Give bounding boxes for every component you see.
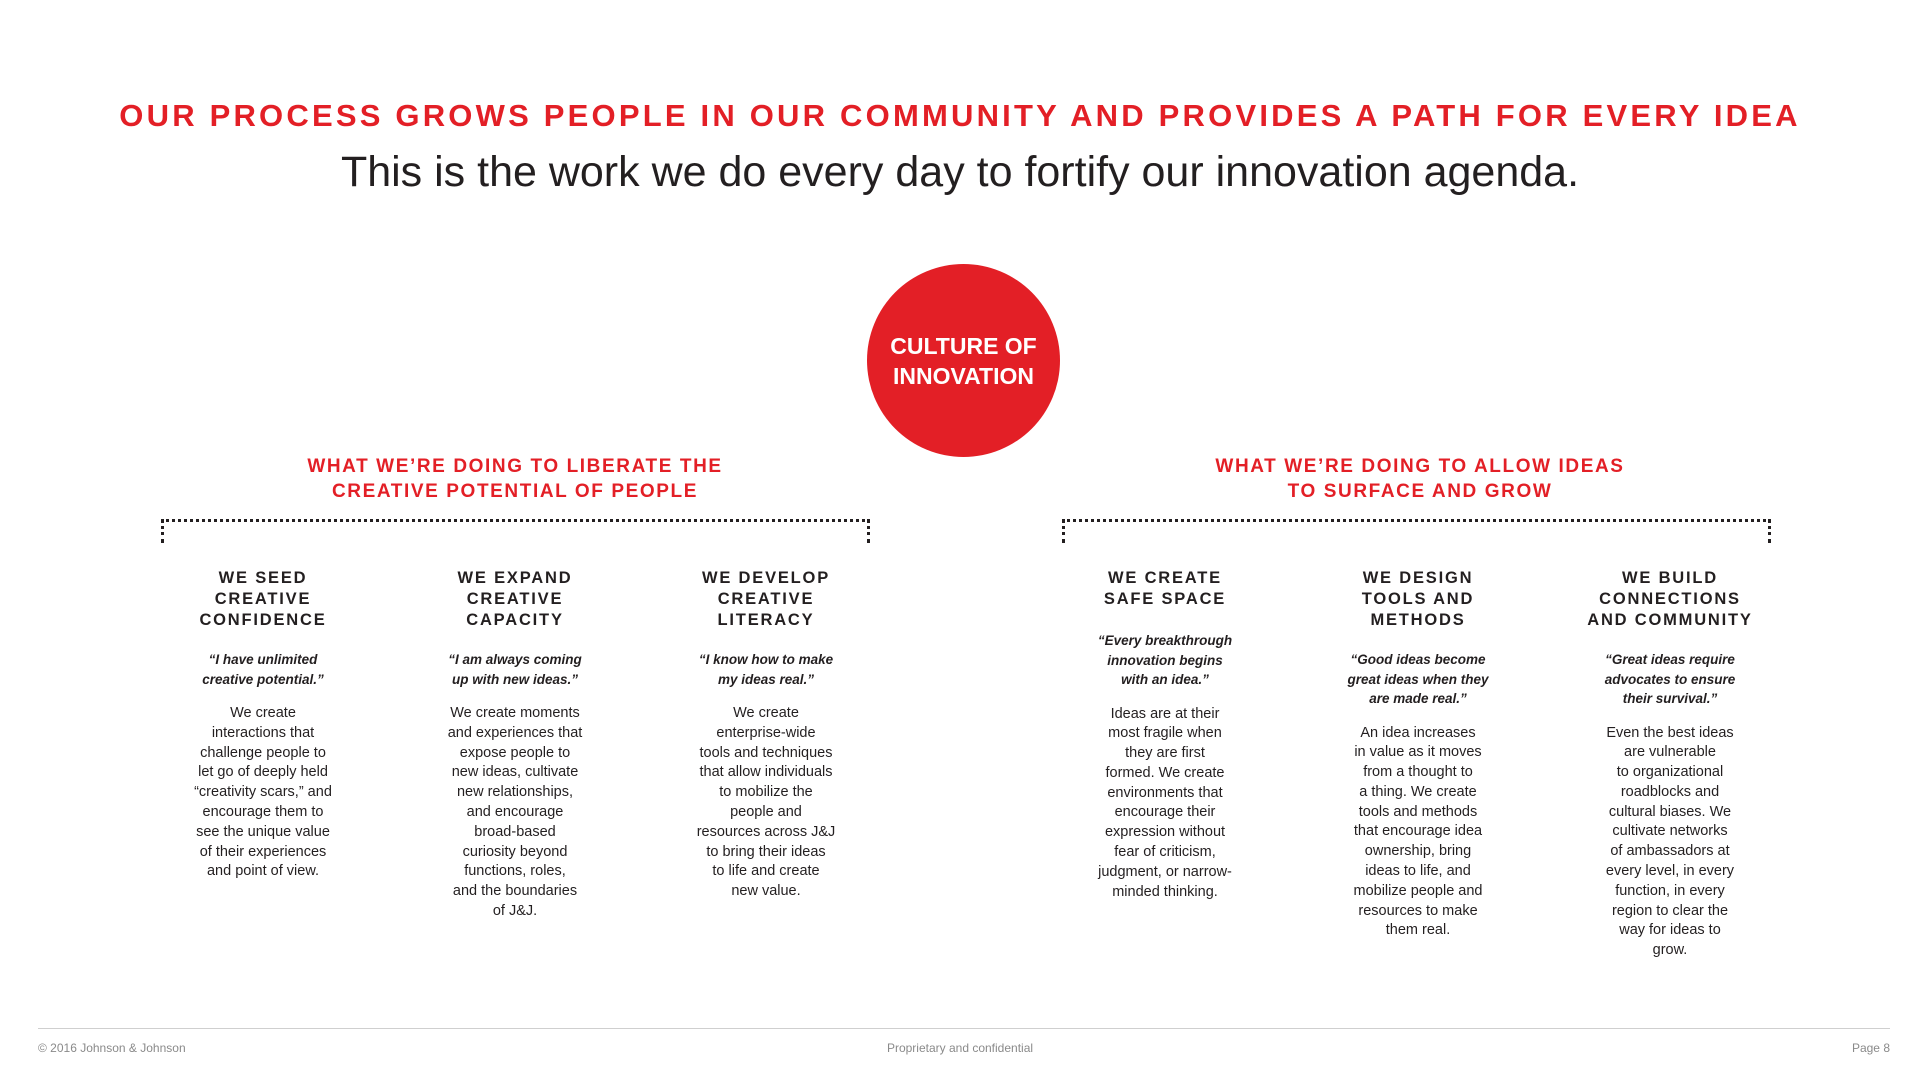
page-subheadline: This is the work we do every day to fortify our innovation agenda.: [340, 148, 1580, 196]
column-title: [425, 568, 605, 631]
group-title-line: TO SURFACE AND GROW: [1287, 481, 1553, 502]
column-title-line: WE EXPAND: [457, 569, 573, 587]
column-body-line: encourage them to: [202, 803, 324, 820]
column-body-line: a thing. We create: [1359, 783, 1477, 800]
column-quote-line: with an idea.”: [1121, 672, 1209, 687]
column-quote-line: “I have unlimited: [208, 652, 318, 667]
footer-confidential: Proprietary and confidential: [886, 1041, 1034, 1055]
footer-page-number: Page 8: [1851, 1041, 1890, 1055]
column-body-line: of J&J.: [492, 902, 538, 919]
column-title-line: LITERACY: [717, 611, 815, 629]
column-quote-line: up with new ideas.”: [451, 671, 578, 687]
column-title-line: CONFIDENCE: [199, 611, 327, 629]
column-body-line: interactions that: [211, 724, 315, 741]
column-body-line: An idea increases: [1360, 724, 1476, 741]
column-body-line: that encourage idea: [1353, 823, 1483, 840]
column-quote-line: innovation begins: [1107, 652, 1223, 668]
column-body-line: We create: [230, 705, 296, 721]
column-design-tools: [1328, 568, 1508, 941]
column-body-line: expose people to: [459, 744, 571, 761]
group-bracket-people: [161, 519, 870, 543]
column-body-line: resources across J&J: [696, 823, 836, 840]
culture-of-innovation-circle: [867, 264, 1060, 457]
column-body-line: ownership, bring: [1364, 843, 1472, 860]
column-build-connections: [1580, 568, 1760, 961]
column-body-line: roadblocks and: [1620, 783, 1720, 800]
column-title: [1328, 568, 1508, 631]
column-develop-literacy: [676, 568, 856, 902]
column-body-line: function, in every: [1615, 882, 1725, 899]
column-body-line: people and: [730, 803, 802, 820]
column-body-line: encourage their: [1114, 804, 1216, 821]
column-body-line: are vulnerable: [1624, 744, 1716, 761]
column-title-line: CREATIVE: [214, 590, 312, 608]
column-body-line: cultivate networks: [1612, 823, 1728, 840]
column-title-line: WE CREATE: [1108, 569, 1222, 587]
column-body-line: mobilize people and: [1353, 882, 1483, 899]
column-body-line: tools and methods: [1358, 803, 1478, 820]
column-body-line: tools and techniques: [699, 744, 833, 761]
circle-label-line: INNOVATION: [893, 362, 1034, 389]
column-body-line: “creativity scars,” and: [194, 784, 332, 801]
group-title-line: WHAT WE’RE DOING TO LIBERATE THE: [307, 456, 723, 477]
column-title-line: AND COMMUNITY: [1587, 611, 1753, 629]
column-body-line: and point of view.: [206, 863, 320, 880]
column-title-line: SAFE SPACE: [1103, 590, 1227, 608]
column-title-line: WE SEED: [218, 569, 308, 587]
column-body-line: to life and create: [712, 863, 820, 880]
column-quote: [425, 650, 605, 689]
column-body-line: new ideas, cultivate: [451, 764, 579, 781]
column-body-line: functions, roles,: [464, 863, 566, 880]
column-title: [1580, 568, 1760, 631]
column-title-line: CREATIVE: [466, 590, 564, 608]
column-quote-line: great ideas when they: [1347, 671, 1489, 687]
column-quote-line: “Good ideas become: [1350, 652, 1486, 667]
column-body-line: Even the best ideas: [1606, 724, 1734, 741]
column-body-line: broad-based: [474, 823, 556, 840]
column-quote-line: “I am always coming: [448, 652, 582, 667]
column-body-line: We create moments: [450, 705, 580, 721]
column-body-line: curiosity beyond: [462, 843, 568, 860]
column-body-line: fear of criticism,: [1114, 844, 1216, 861]
column-title-line: WE DESIGN: [1362, 569, 1474, 587]
column-body-line: to bring their ideas: [706, 843, 826, 860]
column-quote-line: are made real.”: [1369, 691, 1467, 706]
column-quote-line: “I know how to make: [698, 652, 834, 667]
column-create-safe-space: [1075, 568, 1255, 902]
column-quote: [173, 650, 353, 689]
footer-copyright: © 2016 Johnson & Johnson: [38, 1041, 186, 1055]
column-body-line: ideas to life, and: [1365, 863, 1471, 880]
group-title-ideas: [1160, 454, 1680, 504]
column-title: [676, 568, 856, 631]
group-bracket-ideas: [1062, 519, 1771, 543]
group-title-line: WHAT WE’RE DOING TO ALLOW IDEAS: [1215, 456, 1625, 477]
column-title-line: CREATIVE: [717, 590, 815, 608]
column-title: [173, 568, 353, 631]
column-quote-line: creative potential.”: [202, 671, 324, 687]
column-body-line: from a thought to: [1363, 764, 1473, 781]
column-quote-line: advocates to ensure: [1604, 671, 1736, 687]
column-quote-line: “Great ideas require: [1605, 652, 1735, 667]
column-body-line: and the boundaries: [452, 883, 578, 900]
column-body-line: and experiences that: [447, 724, 583, 741]
column-body: [1075, 705, 1255, 903]
column-title-line: CONNECTIONS: [1599, 590, 1741, 608]
column-expand-capacity: [425, 568, 605, 922]
column-body-line: formed. We create: [1105, 764, 1225, 781]
page-headline: OUR PROCESS GROWS PEOPLE IN OUR COMMUNITY AND PROVIDES A PATH FOR EVERY IDEA: [119, 98, 1801, 133]
column-body-line: grow.: [1652, 942, 1688, 959]
column-body-line: region to clear the: [1611, 902, 1729, 919]
column-body-line: let go of deeply held: [198, 764, 328, 781]
column-title-line: METHODS: [1370, 611, 1466, 629]
column-body: [173, 704, 353, 882]
column-body-line: cultural biases. We: [1608, 803, 1732, 820]
column-quote: [676, 650, 856, 689]
footer-divider: [38, 1028, 1890, 1029]
column-body-line: new value.: [731, 883, 801, 900]
column-body: [1328, 724, 1508, 942]
column-body-line: that allow individuals: [699, 764, 833, 781]
column-body-line: We create: [733, 705, 799, 721]
column-title-line: TOOLS AND: [1361, 590, 1475, 608]
column-title-line: WE BUILD: [1622, 569, 1718, 587]
column-body-line: they are first: [1125, 745, 1205, 762]
column-body-line: every level, in every: [1605, 863, 1735, 880]
column-body-line: resources to make: [1358, 902, 1478, 919]
circle-label-line: CULTURE OF: [890, 332, 1037, 359]
column-seed-confidence: [173, 568, 353, 882]
column-title-line: WE DEVELOP: [701, 569, 830, 587]
column-body-line: most fragile when: [1108, 725, 1222, 742]
column-body-line: to mobilize the: [719, 784, 813, 801]
column-title-line: CAPACITY: [466, 611, 564, 629]
column-quote-line: “Every breakthrough: [1097, 633, 1233, 648]
column-body-line: expression without: [1104, 824, 1226, 841]
column-body-line: way for ideas to: [1619, 922, 1721, 939]
column-body: [1580, 724, 1760, 962]
column-body-line: challenge people to: [200, 744, 326, 761]
column-title: [1075, 568, 1255, 610]
column-body-line: enterprise-wide: [716, 724, 816, 741]
column-quote: [1328, 650, 1508, 709]
column-body-line: new relationships,: [456, 784, 574, 801]
column-quote-line: their survival.”: [1622, 691, 1718, 706]
column-body-line: see the unique value: [196, 823, 330, 840]
column-body: [676, 704, 856, 902]
column-body: [425, 704, 605, 922]
column-body-line: in value as it moves: [1354, 744, 1482, 761]
column-body-line: minded thinking.: [1112, 883, 1218, 900]
column-body-line: to organizational: [1616, 764, 1724, 781]
column-body-line: Ideas are at their: [1110, 705, 1220, 722]
column-body-line: of their experiences: [199, 843, 327, 860]
column-body-line: judgment, or narrow-: [1098, 863, 1232, 880]
column-quote-line: my ideas real.”: [717, 671, 815, 687]
column-body-line: environments that: [1107, 784, 1223, 801]
column-quote: [1075, 631, 1255, 690]
group-title-line: CREATIVE POTENTIAL OF PEOPLE: [331, 481, 699, 502]
column-body-line: and encourage: [466, 803, 564, 820]
circle-label: [884, 331, 1044, 391]
column-body-line: them real.: [1385, 922, 1451, 939]
column-quote: [1580, 650, 1760, 709]
group-title-people: [255, 454, 775, 504]
column-body-line: of ambassadors at: [1610, 843, 1730, 860]
